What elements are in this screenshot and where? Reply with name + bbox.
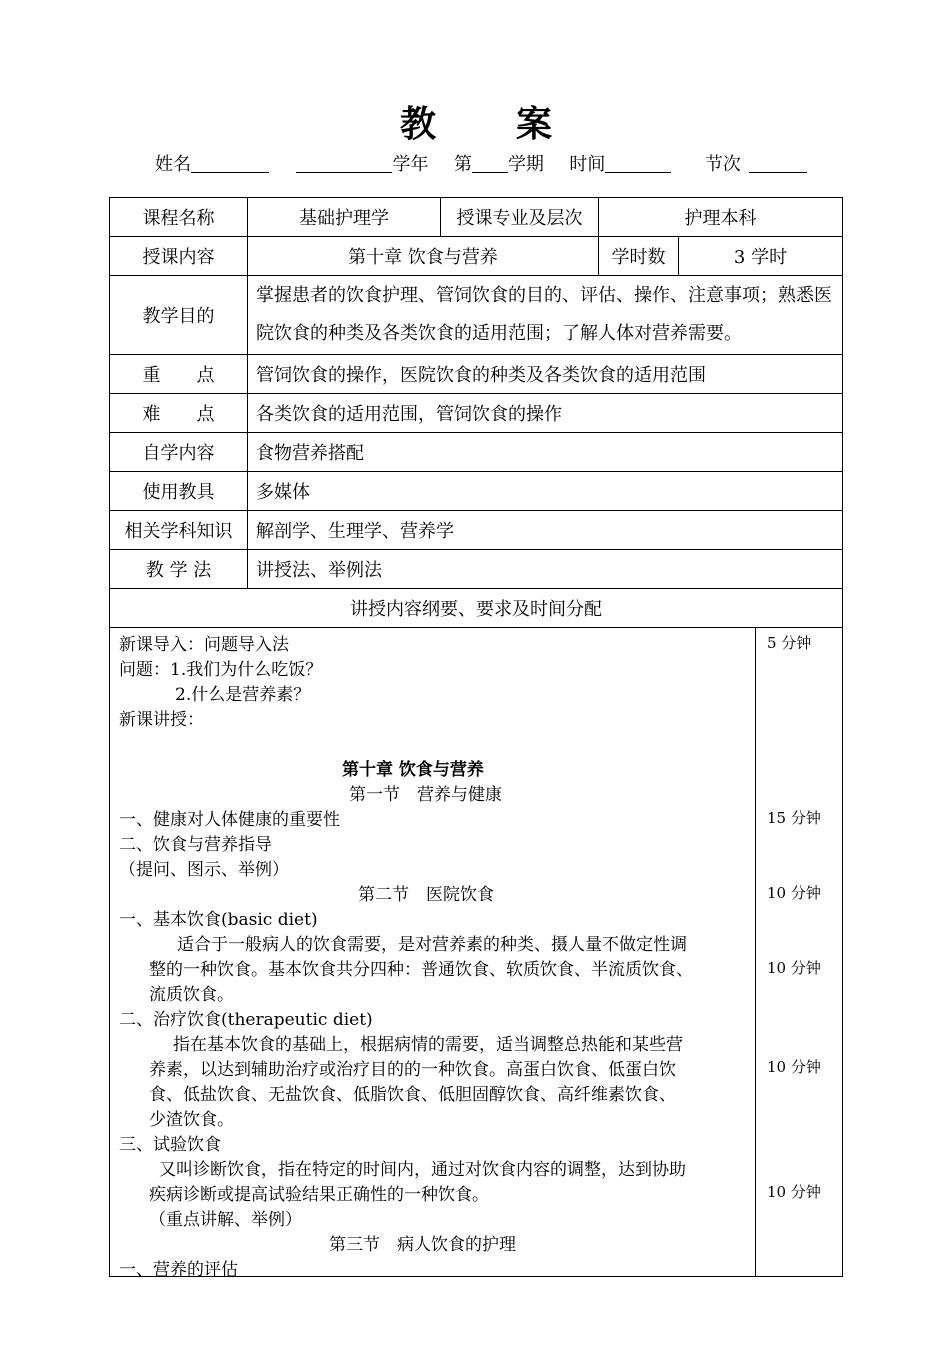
time-therapeutic-diet: 10 分钟 (767, 1058, 821, 1076)
new-lecture-label: 新课讲授： (119, 710, 204, 730)
lecture-content (110, 628, 756, 1280)
section-2-item-1: 一、基本饮食(basic diet) (119, 910, 318, 930)
time-label: 时间 (569, 154, 606, 175)
hours-label: 学时数 (599, 237, 679, 275)
section-1-note: （提问、图示、举例） (119, 860, 289, 880)
key-value: 管饲饮食的操作，医院饮食的种类及各类饮食的适用范围 (256, 365, 706, 386)
self-study-label: 自学内容 (110, 433, 248, 471)
name-label: 姓名 (155, 154, 191, 175)
time-section-1: 15 分钟 (767, 809, 821, 827)
intro-line: 新课导入：问题导入法 (119, 635, 289, 655)
question-line-1: 问题：1.我们为什么吃饭？ (119, 660, 323, 680)
difficult-value: 各类饮食的适用范围，管饲饮食的操作 (256, 404, 562, 425)
method-label: 教 学 法 (110, 550, 248, 588)
lesson-plan-table (109, 197, 843, 1280)
tools-row (110, 472, 842, 511)
method-value: 讲授法、举例法 (256, 560, 382, 581)
section-2-item-2: 二、治疗饮食(therapeutic diet) (119, 1010, 373, 1030)
section-2-item-1-text-a: 适合于一般病人的饮食需要，是对营养素的种类、摄人量不做定性调 (177, 935, 687, 955)
self-study-value: 食物营养搭配 (256, 443, 364, 464)
time-intro: 5 分钟 (767, 634, 812, 652)
related-value: 解剖学、生理学、营养学 (256, 521, 454, 542)
section-2-item-3-text-b: 疾病诊断或提高试验结果正确性的一种饮食。 (149, 1185, 489, 1205)
year-blank (296, 154, 392, 173)
section-2-item-3-text-a: 又叫诊断饮食，指在特定的时间内，通过对饮食内容的调整，达到协助 (159, 1160, 686, 1180)
section-3-heading: 第三节 病人饮食的护理 (329, 1235, 516, 1255)
name-blank (191, 154, 269, 173)
section-1-item-2: 二、饮食与营养指导 (119, 835, 272, 855)
section-2-item-2-text-c: 食、低盐饮食、无盐饮食、低脂饮食、低胆固醇饮食、高纤维素饮食、 (149, 1085, 676, 1105)
time-basic-diet: 10 分钟 (767, 959, 821, 977)
tools-value: 多媒体 (256, 482, 310, 503)
term-blank (472, 154, 508, 173)
header-info-line (155, 150, 807, 176)
time-section-2: 10 分钟 (767, 884, 821, 902)
content-row (110, 237, 842, 276)
self-study-row (110, 433, 842, 472)
question-line-2: 2.什么是营养素？ (175, 685, 311, 705)
objective-label: 教学目的 (110, 276, 248, 354)
section-2-item-2-text-a: 指在基本饮食的基础上，根据病情的需要，适当调整总热能和某些营 (173, 1035, 683, 1055)
major-value: 护理本科 (684, 208, 757, 229)
outline-header-row (110, 589, 842, 628)
section-2-item-3: 三、试验饮食 (119, 1135, 221, 1155)
section-1-item-1: 一、健康对人体健康的重要性 (119, 810, 340, 830)
outline-header: 讲授内容纲要、要求及时间分配 (350, 599, 602, 620)
section-blank (749, 154, 807, 173)
difficult-label: 难 点 (110, 394, 248, 432)
section-2-item-1-text-b: 整的一种饮食。基本饮食共分四种：普通饮食、软质饮食、半流质饮食、 (149, 960, 693, 980)
section-2-heading: 第二节 医院饮食 (358, 885, 494, 905)
content-label: 授课内容 (110, 237, 248, 275)
page-title: 教案 (399, 103, 632, 145)
section-label: 节次 (704, 154, 741, 175)
year-label: 学年 (392, 154, 429, 175)
difficult-row (110, 394, 842, 433)
section-2-item-2-text-d: 少渣饮食。 (149, 1110, 234, 1130)
key-row (110, 355, 842, 394)
section-3-item-1: 一、营养的评估 (119, 1260, 238, 1280)
course-name-value: 基础护理学 (248, 198, 441, 236)
tools-label: 使用教具 (110, 472, 248, 510)
time-blank (605, 154, 671, 173)
term-di-label: 第 (453, 154, 472, 175)
key-label: 重 点 (110, 355, 248, 393)
time-test-diet: 10 分钟 (767, 1183, 821, 1201)
hours-value: 3 学时 (733, 247, 788, 268)
section-2-item-1-text-c: 流质饮食。 (149, 985, 234, 1005)
section-1-heading: 第一节 营养与健康 (349, 785, 502, 805)
content-value: 第十章 饮食与营养 (248, 237, 599, 275)
major-label: 授课专业及层次 (441, 198, 599, 236)
objective-row (110, 276, 842, 355)
term-label: 学期 (507, 154, 544, 175)
section-2-item-2-text-b: 养素，以达到辅助治疗或治疗目的的一种饮食。高蛋白饮食、低蛋白饮 (149, 1060, 676, 1080)
related-row (110, 511, 842, 550)
related-label: 相关学科知识 (110, 511, 248, 549)
objective-value: 掌握患者的饮食护理、管饲饮食的目的、评估、操作、注意事项；熟悉医院饮食的种类及各类饮食的适用范围；了解人体对营养需要。 (256, 285, 832, 344)
course-row (110, 198, 842, 237)
section-2-note: （重点讲解、举例） (149, 1210, 302, 1230)
course-name-label: 课程名称 (110, 198, 248, 236)
method-row (110, 550, 842, 589)
chapter-heading: 第十章 饮食与营养 (342, 760, 484, 780)
